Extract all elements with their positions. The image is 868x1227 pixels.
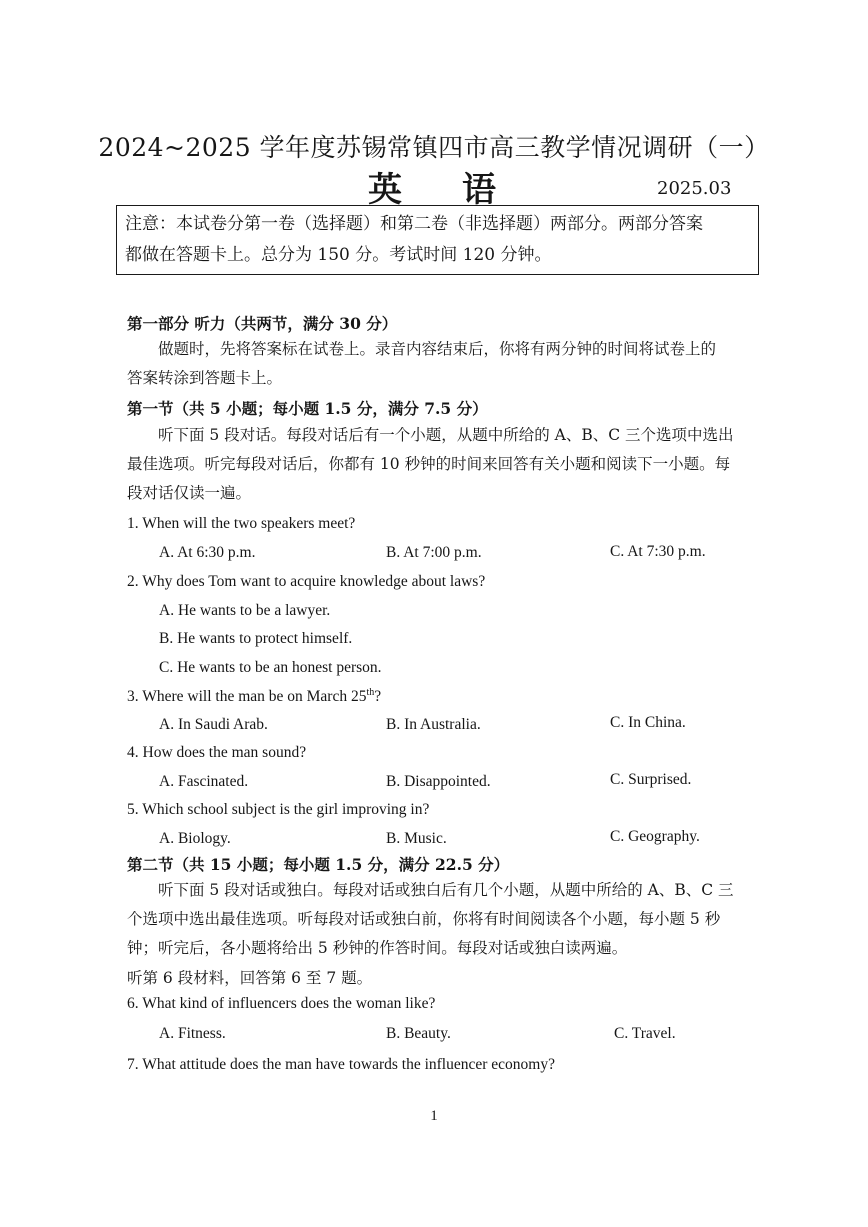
page-number: 1 xyxy=(430,1108,438,1124)
question-5: 5. Which school subject is the girl improving in? xyxy=(127,801,430,818)
question-3-option-c: C. In China. xyxy=(610,714,686,731)
section1-heading: 第一节（共 5 小题；每小题 1.5 分，满分 7.5 分） xyxy=(127,399,488,418)
part1-instructions-line-1: 做题时，先将答案标在试卷上。录音内容结束后，你将有两分钟的时间将试卷上的 xyxy=(158,340,717,358)
part1-heading: 第一部分 听力（共两节，满分 30 分） xyxy=(127,314,398,333)
question-6-option-b: B. Beauty. xyxy=(386,1025,451,1042)
exam-title: 2024~2025 学年度苏锡常镇四市高三教学情况调研（一） xyxy=(98,133,770,162)
question-4-option-b: B. Disappointed. xyxy=(386,773,491,790)
notice-line-1: 注意：本试卷分第一卷（选择题）和第二卷（非选择题）两部分。两部分答案 xyxy=(125,214,703,234)
question-5-option-b: B. Music. xyxy=(386,830,447,847)
question-3-end: ? xyxy=(374,688,382,706)
question-4: 4. How does the man sound? xyxy=(127,744,307,761)
question-2-option-b: B. He wants to protect himself. xyxy=(159,630,353,647)
question-5-option-a: A. Biology. xyxy=(159,830,231,847)
question-4-option-c: C. Surprised. xyxy=(610,771,692,788)
question-7: 7. What attitude does the man have towards the influencer economy? xyxy=(127,1056,555,1073)
question-3-superscript: th xyxy=(366,687,375,698)
section1-instructions-line-2: 最佳选项。听完每段对话后，你都有 10 秒钟的时间来回答有关小题和阅读下一小题。每 xyxy=(127,455,731,473)
question-2-option-c: C. He wants to be an honest person. xyxy=(159,659,382,676)
material-note: 听第 6 段材料，回答第 6 至 7 题。 xyxy=(127,969,373,987)
question-1-option-b: B. At 7:00 p.m. xyxy=(386,544,482,561)
section1-instructions xyxy=(127,421,752,508)
subject-title: 英语 xyxy=(368,170,556,210)
question-2-option-a: A. He wants to be a lawyer. xyxy=(159,602,331,619)
question-4-option-a: A. Fascinated. xyxy=(159,773,249,790)
exam-date: 2025.03 xyxy=(657,178,732,199)
section2-heading: 第二节（共 15 小题；每小题 1.5 分，满分 22.5 分） xyxy=(127,855,510,874)
question-3-text: 3. Where will the man be on March 25 xyxy=(127,688,367,706)
question-1: 1. When will the two speakers meet? xyxy=(127,515,356,532)
question-1-option-c: C. At 7:30 p.m. xyxy=(610,543,706,560)
question-2: 2. Why does Tom want to acquire knowledge about laws? xyxy=(127,573,486,590)
section1-instructions-line-1: 听下面 5 段对话。每段对话后有一个小题，从题中所给的 A、B、C 三个选项中选出 xyxy=(158,426,734,444)
section2-instructions xyxy=(127,876,752,963)
section1-instructions-line-3: 段对话仅读一遍。 xyxy=(127,484,252,502)
question-5-option-c: C. Geography. xyxy=(610,828,700,845)
question-6-option-c: C. Travel. xyxy=(614,1025,676,1042)
question-6: 6. What kind of influencers does the woman like? xyxy=(127,995,436,1012)
section2-instructions-line-2: 个选项中选出最佳选项。听每段对话或独白前，你将有时间阅读各个小题，每小题 5 秒 xyxy=(127,910,721,928)
question-3-option-a: A. In Saudi Arab. xyxy=(159,716,268,733)
question-1-option-a: A. At 6:30 p.m. xyxy=(159,544,256,561)
question-3-option-b: B. In Australia. xyxy=(386,716,481,733)
section2-instructions-line-1: 听下面 5 段对话或独白。每段对话或独白后有几个小题，从题中所给的 A、B、C 三 xyxy=(158,881,734,899)
notice-line-2: 都做在答题卡上。总分为 150 分。考试时间 120 分钟。 xyxy=(125,245,552,265)
question-3 xyxy=(127,687,381,706)
part1-instructions-line-2: 答案转涂到答题卡上。 xyxy=(127,369,283,387)
question-6-option-a: A. Fitness. xyxy=(159,1025,226,1042)
section2-instructions-line-3: 钟；听完后，各小题将给出 5 秒钟的作答时间。每段对话或独白读两遍。 xyxy=(127,939,628,957)
part1-instructions xyxy=(127,335,752,393)
notice-box xyxy=(116,205,759,275)
